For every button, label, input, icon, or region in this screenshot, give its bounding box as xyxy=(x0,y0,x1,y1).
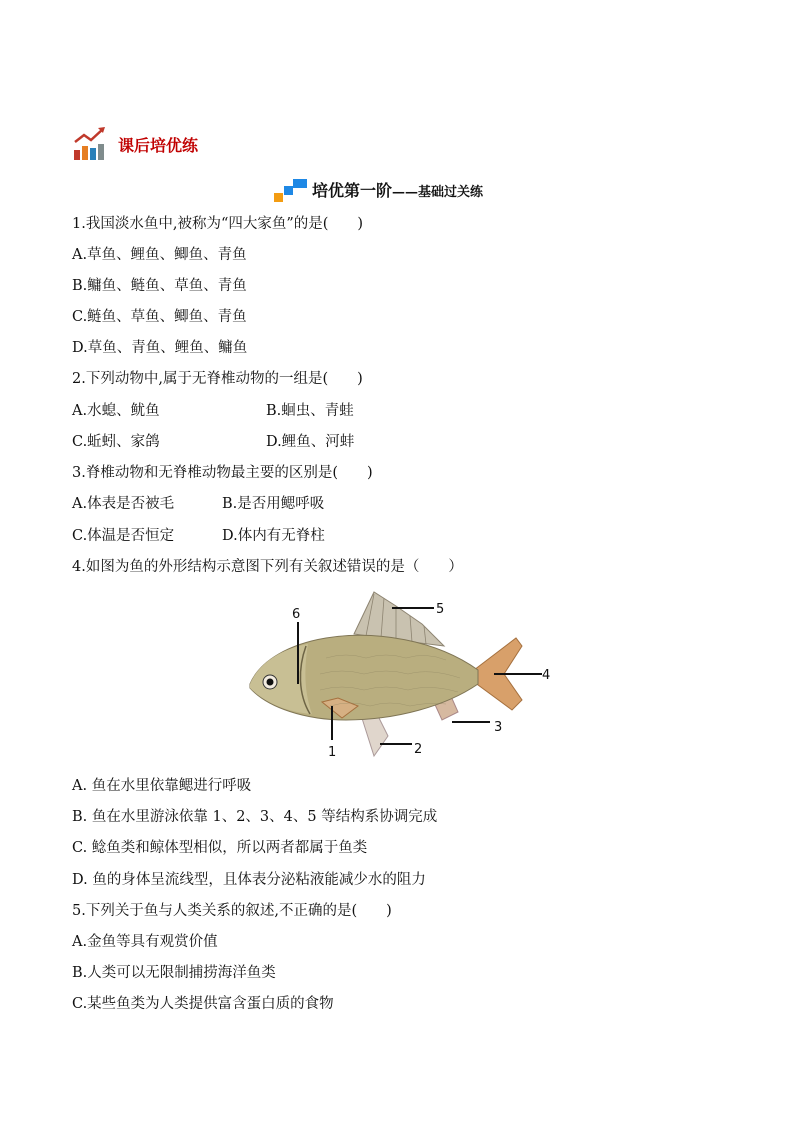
fish-label-4: 4 xyxy=(542,668,551,683)
fish-label-5: 5 xyxy=(436,602,445,617)
question-5-option-c: C.某些鱼类为人类提供富含蛋白质的食物 xyxy=(72,996,334,1012)
question-2-option-b: B.蛔虫、青蛙 xyxy=(266,403,354,419)
question-3-option-d: D.体内有无脊柱 xyxy=(222,528,325,544)
question-4-stem: 4.如图为鱼的外形结构示意图下列有关叙述错误的是（ ） xyxy=(72,559,463,575)
section-header xyxy=(72,126,198,162)
question-2-option-c: C.蚯蚓、家鸽 xyxy=(72,434,160,450)
question-1-option-c: C.鲢鱼、草鱼、鲫鱼、青鱼 xyxy=(72,309,247,325)
question-4-option-d: D. 鱼的身体呈流线型，且体表分泌粘液能减少水的阻力 xyxy=(72,872,426,888)
question-2-option-d: D.鲤鱼、河蚌 xyxy=(266,434,355,450)
question-1-stem: 1.我国淡水鱼中,被称为“四大家鱼”的是( ) xyxy=(72,216,364,232)
question-3-stem: 3.脊椎动物和无脊椎动物最主要的区别是( ) xyxy=(72,465,373,481)
stairs-icon xyxy=(274,175,308,203)
question-5-option-b: B.人类可以无限制捕捞海洋鱼类 xyxy=(72,965,276,981)
question-5-option-a: A.金鱼等具有观赏价值 xyxy=(72,934,218,950)
fish-label-2: 2 xyxy=(414,742,423,757)
question-4-option-b: B. 鱼在水里游泳依靠 1、2、3、4、5 等结构系协调完成 xyxy=(72,809,438,825)
fish-label-6: 6 xyxy=(292,607,301,622)
question-3-option-c: C.体温是否恒定 xyxy=(72,528,175,544)
question-4-option-c: C. 鲶鱼类和鲸体型相似，所以两者都属于鱼类 xyxy=(72,840,368,856)
fish-label-1: 1 xyxy=(328,745,337,760)
chart-up-icon xyxy=(72,126,108,162)
question-3-option-a: A.体表是否被毛 xyxy=(72,496,175,512)
subsection-title: 培优第一阶——基础过关练 xyxy=(312,180,484,200)
question-4-option-a: A. 鱼在水里依靠鳃进行呼吸 xyxy=(72,778,252,794)
fish-diagram xyxy=(246,588,558,764)
question-2-option-a: A.水螅、鱿鱼 xyxy=(72,403,160,419)
question-1-option-d: D.草鱼、青鱼、鲤鱼、鳙鱼 xyxy=(72,340,248,356)
question-3-option-b: B.是否用鳃呼吸 xyxy=(222,496,325,512)
section-title: 课后培优练 xyxy=(118,135,199,155)
subsection-header xyxy=(274,174,483,204)
question-1-option-b: B.鳙鱼、鲢鱼、草鱼、青鱼 xyxy=(72,278,247,294)
fish-label-3: 3 xyxy=(494,720,503,735)
question-2-stem: 2.下列动物中,属于无脊椎动物的一组是( ) xyxy=(72,371,363,387)
question-5-stem: 5.下列关于鱼与人类关系的叙述,不正确的是( ) xyxy=(72,903,392,919)
question-1-option-a: A.草鱼、鲤鱼、鲫鱼、青鱼 xyxy=(72,247,247,263)
